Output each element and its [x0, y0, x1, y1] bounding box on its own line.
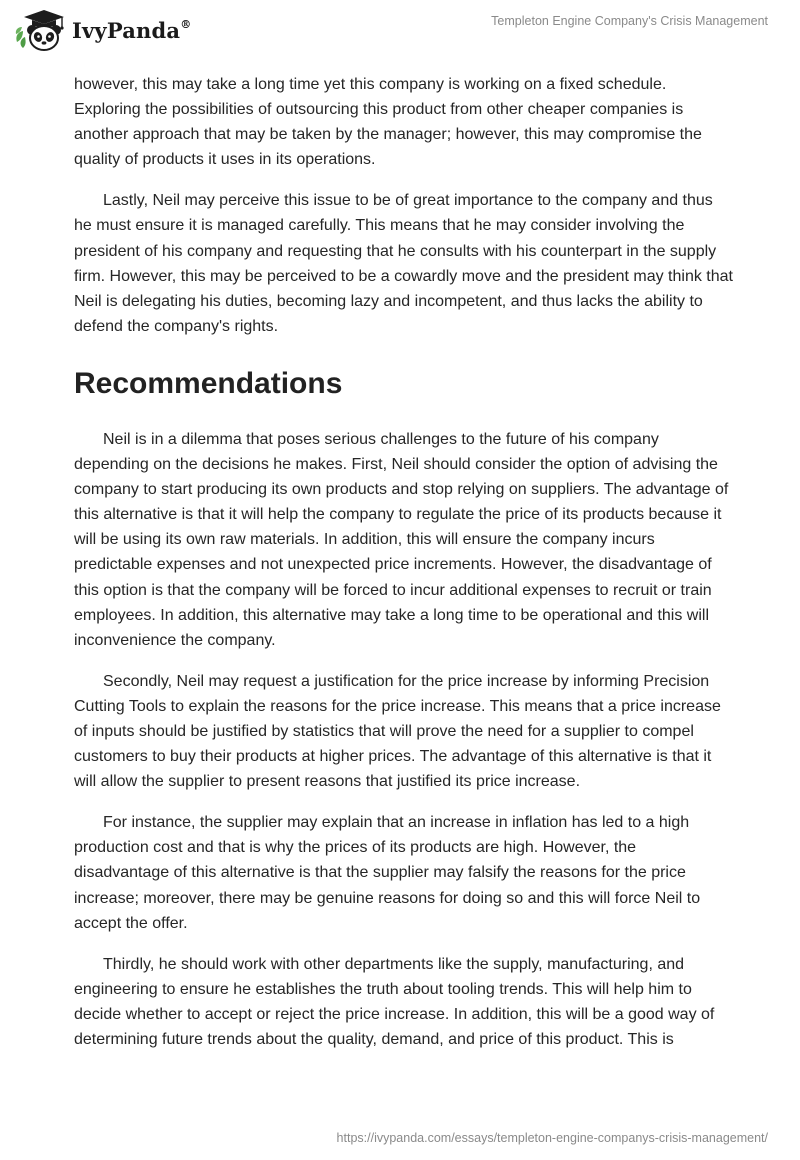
brand-name [72, 18, 191, 43]
article-paragraph: Thirdly, he should work with other departments like the supply, manufacturing, and engineering to ensure he establishes the truth about tooling trends. This will help him to decide whether to accept or reject the price increase. In addition, this will be a good way of determining future trends about the quality, demand, and price of this product. This is [74, 955, 715, 1048]
article-paragraph: Lastly, Neil may perceive this issue to be of great importance to the company and thus he must ensure it is managed carefully. This means that he may consider involving the president of his company and requesting that he consults with his counterpart in the supply firm. However, this may be perceived to be a cowardly move and the president may think that Neil is delegating his duties, becoming lazy and incompetent, and thus lacks the ability to defend the company's rights. [74, 192, 733, 335]
article-paragraph: Secondly, Neil may request a justification for the price increase by informing Precision Cutting Tools to explain the reasons for the price increase. This means that a price increase of inputs should be justified by statistics that will prove the need for a supplier to compel customers to buy their products at higher prices. The advantage of this alternative is that it will allow the supplier to present reasons that justified its price increase. [74, 672, 721, 791]
article-body [74, 72, 734, 1052]
brand-logo-link[interactable] [14, 8, 191, 52]
article-paragraph: For instance, the supplier may explain that an increase in inflation has led to a high production cost and that is why the prices of its products are high. However, the disadvantage of this alternative is that the supplier may falsify the reasons for the price increase; moreover, there may be genuine reasons for doing so and this will force Neil to accept the offer. [74, 814, 701, 932]
section-heading: Recommendations [74, 366, 343, 400]
article-paragraph: however, this may take a long time yet this company is working on a fixed schedule. Exploring the possibilities of outsourcing this product from other cheaper companies is another approach that may be taken by the manager; however, this may compromise the quality of products it uses in its operations. [74, 76, 702, 169]
brand-name-text: IvyPanda [72, 17, 181, 43]
page-header [0, 0, 800, 62]
article-paragraph: Neil is in a dilemma that poses serious challenges to the future of his company depending on the decisions he makes. First, Neil should consider the option of advising the company to start producing its own products and stop relying on suppliers. The advantage of this alternative is that it will help the company to regulate the price of its products because it will be using its own raw materials. In addition, this will ensure the company incurs predictable expenses and not unexpected price increments. However, the disadvantage of this option is that the company will be forced to incur additional expenses to recruit or train employees. In addition, this alternative may take a long time to be operational and this will inconvenience the company. [74, 430, 729, 649]
document-title: Templeton Engine Company's Crisis Management [491, 14, 768, 28]
panda-graduate-icon [14, 8, 68, 52]
registered-mark: ® [180, 17, 192, 31]
source-url-link[interactable]: https://ivypanda.com/essays/templeton-engine-companys-crisis-management/ [336, 1131, 768, 1145]
